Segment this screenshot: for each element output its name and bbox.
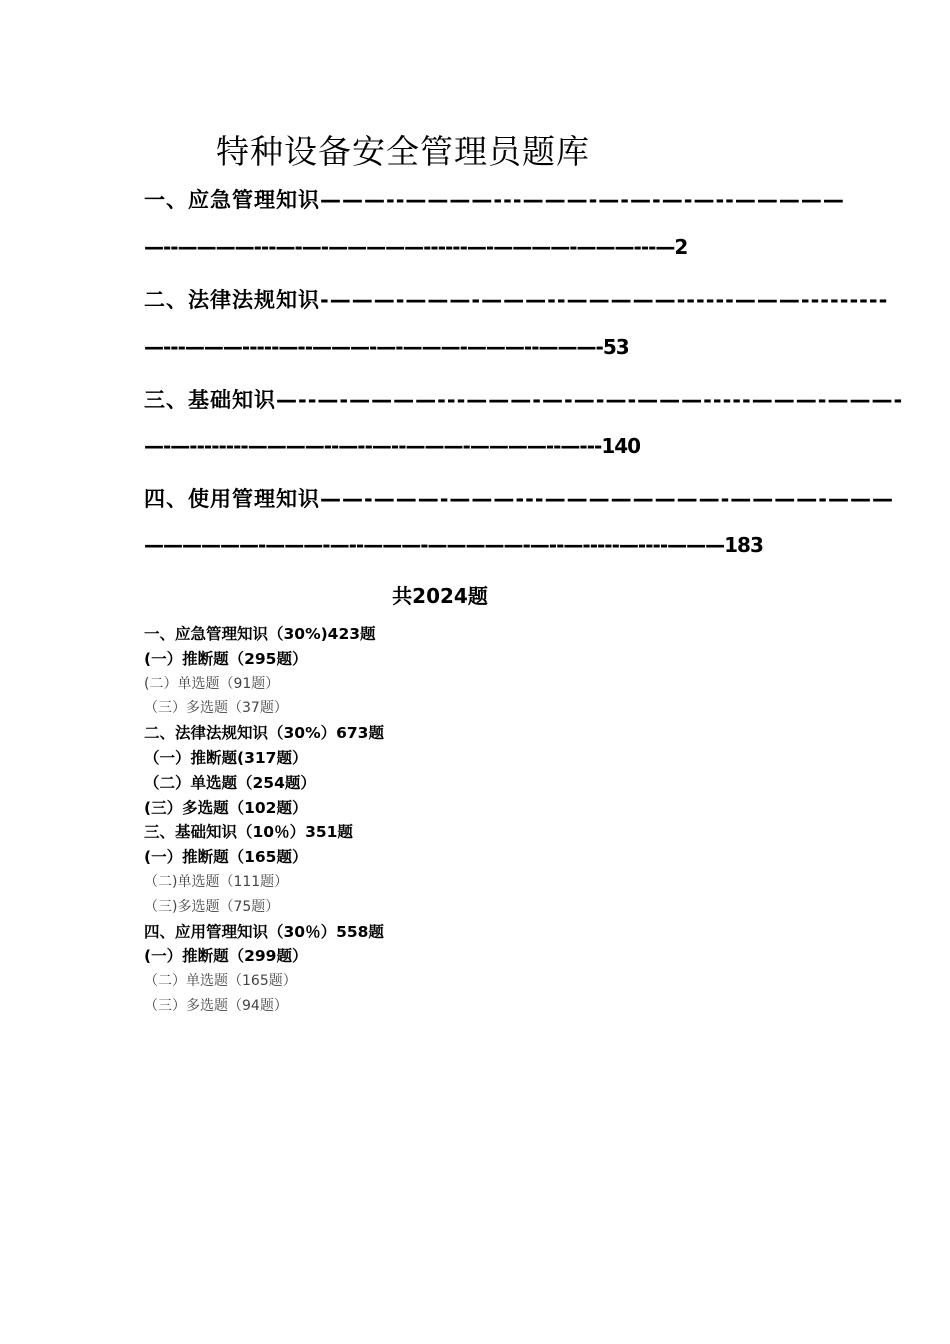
outline-item: (二）单选题（91题） xyxy=(144,675,280,692)
toc-entry-2-line2: —---———-----—--———-—-———-———--———-53 xyxy=(144,335,629,359)
toc-entry-1-line1: 一、应急管理知识———--————---———-—-—-—-—--————— xyxy=(144,188,845,212)
outline-item: 二、法律法规知识（30%）673题 xyxy=(144,724,384,743)
outline-item: （三）多选题（37题） xyxy=(144,700,288,717)
outline-item: 一、应急管理知识（30%)423题 xyxy=(144,625,376,643)
outline-item: （二)单选题（111题） xyxy=(144,873,289,890)
outline-item: （二）单选题（254题） xyxy=(144,773,316,792)
outline-item: （一）推断题(317题） xyxy=(144,748,308,767)
outline-item: (三）多选题（102题） xyxy=(144,798,308,817)
outline-item: （二）单选题（165题） xyxy=(144,973,297,990)
total-question-count: 共2024题 xyxy=(392,584,488,608)
outline-item: （三)多选题（75题） xyxy=(144,898,280,915)
document-title: 特种设备安全管理员题库 xyxy=(216,132,590,171)
toc-entry-3-line1: 三、基础知识—--—-————---———-—-—-—-———-----———-———- xyxy=(144,388,904,412)
toc-entry-4-line1: 四、使用管理知识——-———-———---————————-————-——— xyxy=(144,487,895,511)
outline-item: （三）多选题（94题） xyxy=(144,997,288,1014)
toc-entry-3-line2: —-—--------————--—--—--———-————--—---140 xyxy=(144,434,641,458)
outline-item: (一）推断题（165题） xyxy=(144,848,308,867)
question-outline xyxy=(144,622,844,1019)
outline-item: 三、基础知识（10％）351题 xyxy=(144,823,353,842)
toc-entry-4-line2: ——————-———-—--———-—————-—--—-----—----———183 xyxy=(144,533,763,557)
toc-entry-1-line2: —--————---—-—-—————------—-————-———---—2 xyxy=(144,235,688,259)
outline-item: (一）推断题（299题） xyxy=(144,947,308,966)
toc-entry-2-line1: 二、法律法规知识-———-———-———--—————------———--------- xyxy=(144,288,889,312)
outline-item: 四、应用管理知识（30％）558题 xyxy=(144,922,384,941)
outline-item: (一）推断题（295题） xyxy=(144,649,308,668)
